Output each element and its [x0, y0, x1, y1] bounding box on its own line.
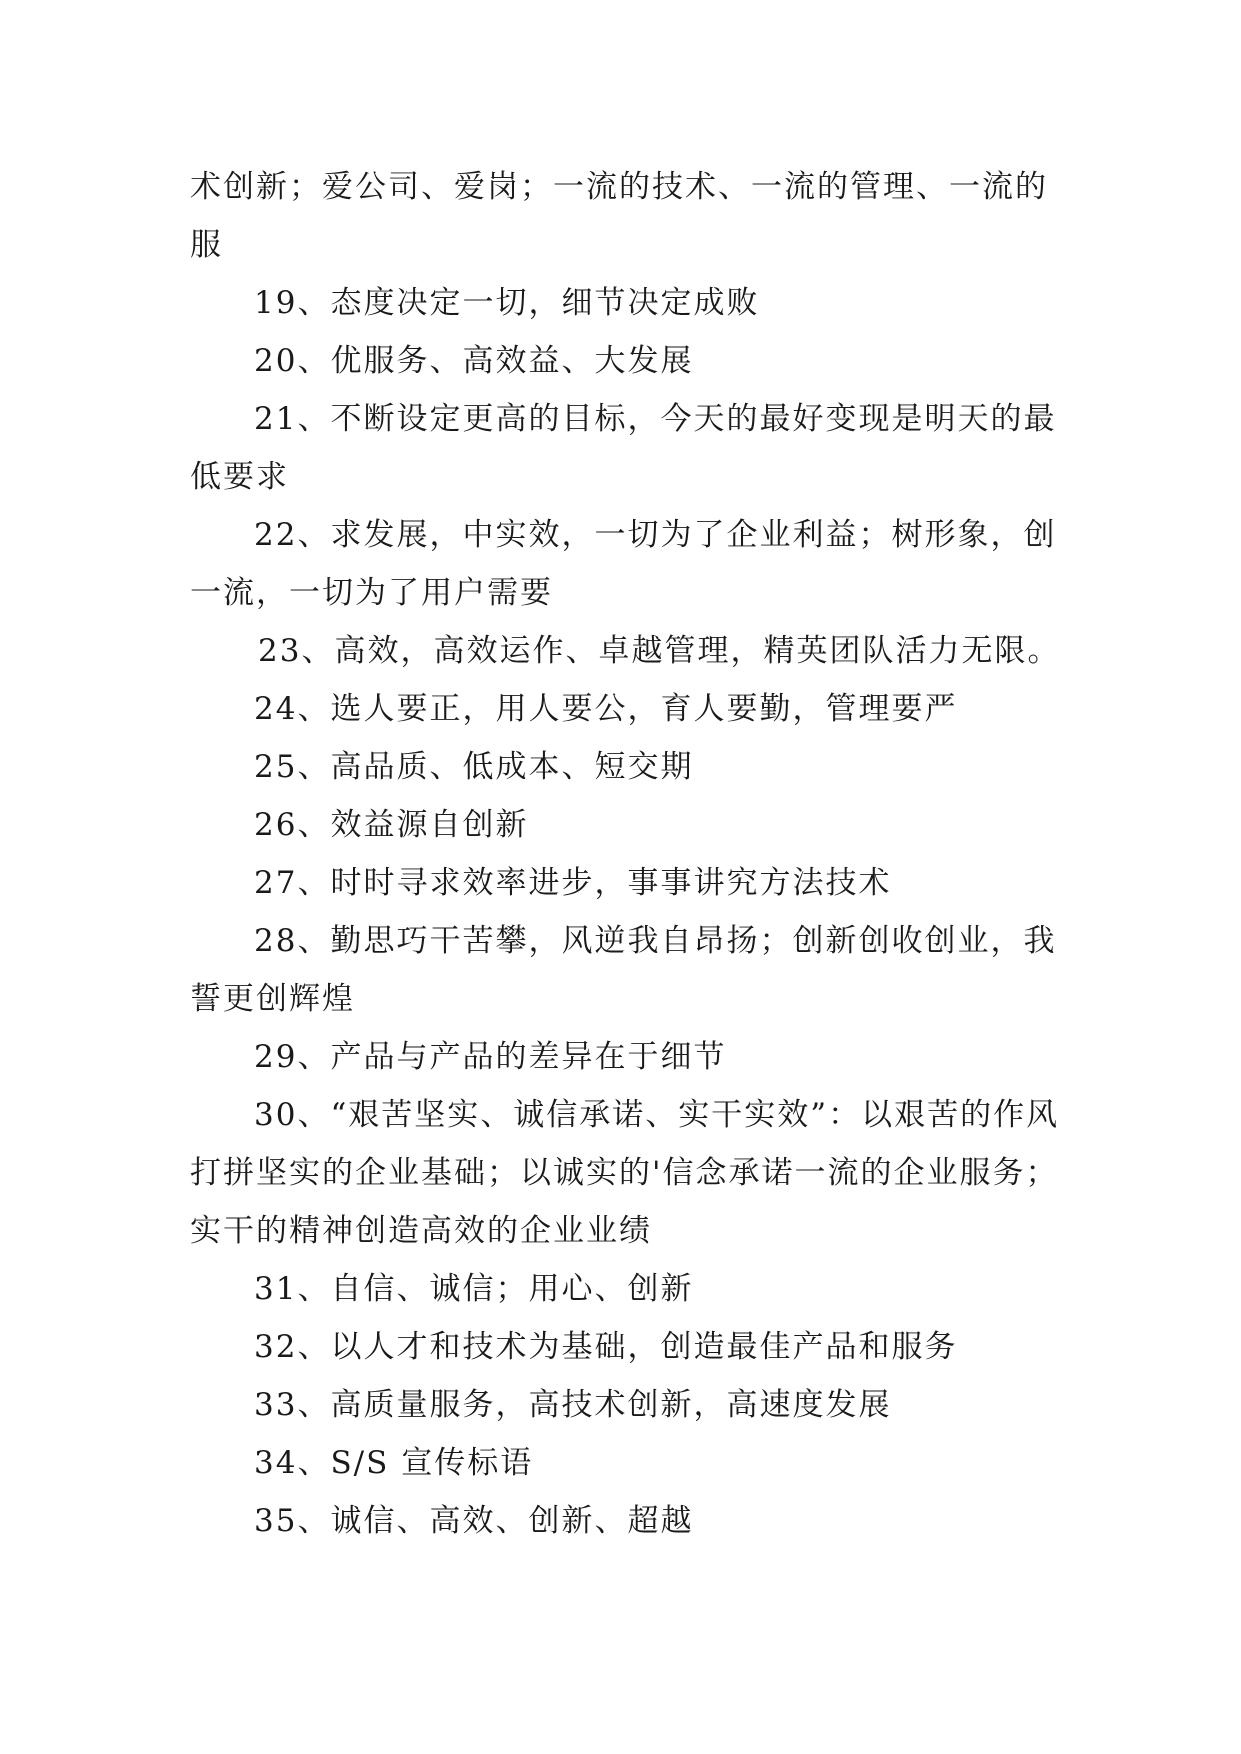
slogan-item-25: 25、高品质、低成本、短交期	[254, 749, 694, 785]
slogan-item-19: 19、态度决定一切，细节决定成败	[254, 285, 760, 321]
slogan-item-26: 26、效益源自创新	[254, 807, 529, 843]
slogan-item-32: 32、以人才和技术为基础，创造最佳产品和服务	[254, 1329, 958, 1365]
slogan-item-24: 24、选人要正，用人要公，育人要勤，管理要严	[254, 691, 958, 727]
slogan-item-31: 31、自信、诚信；用心、创新	[254, 1271, 694, 1307]
paragraph-continuation: 术创新；爱公司、爱岗；一流的技术、一流的管理、一流的服	[190, 169, 1048, 263]
slogan-item-35: 35、诚信、高效、创新、超越	[254, 1503, 694, 1539]
slogan-item-34: 34、S/S 宣传标语	[254, 1445, 534, 1481]
slogan-item-27: 27、时时寻求效率进步，事事讲究方法技术	[254, 865, 892, 901]
slogan-item-21: 21、不断设定更高的目标，今天的最好变现是明天的最低要求	[190, 401, 1057, 495]
slogan-item-30: 30、“艰苦坚实、诚信承诺、实干实效”：以艰苦的作风打拼坚实的企业基础；以诚实的'信念承诺一流的企业服务；实干的精神创造高效的企业业绩	[190, 1097, 1060, 1249]
slogan-item-23: 23、高效，高效运作、卓越管理，精英团队活力无限。	[258, 633, 1061, 669]
slogan-item-33: 33、高质量服务，高技术创新，高速度发展	[254, 1387, 892, 1423]
document-body	[190, 158, 1070, 1550]
slogan-item-29: 29、产品与产品的差异在于细节	[254, 1039, 727, 1075]
slogan-item-22: 22、求发展，中实效，一切为了企业利益；树形象，创一流，一切为了用户需要	[190, 517, 1057, 611]
slogan-item-20: 20、优服务、高效益、大发展	[254, 343, 694, 379]
slogan-item-28: 28、勤思巧干苦攀，风逆我自昂扬；创新创收创业，我誓更创辉煌	[190, 923, 1057, 1017]
